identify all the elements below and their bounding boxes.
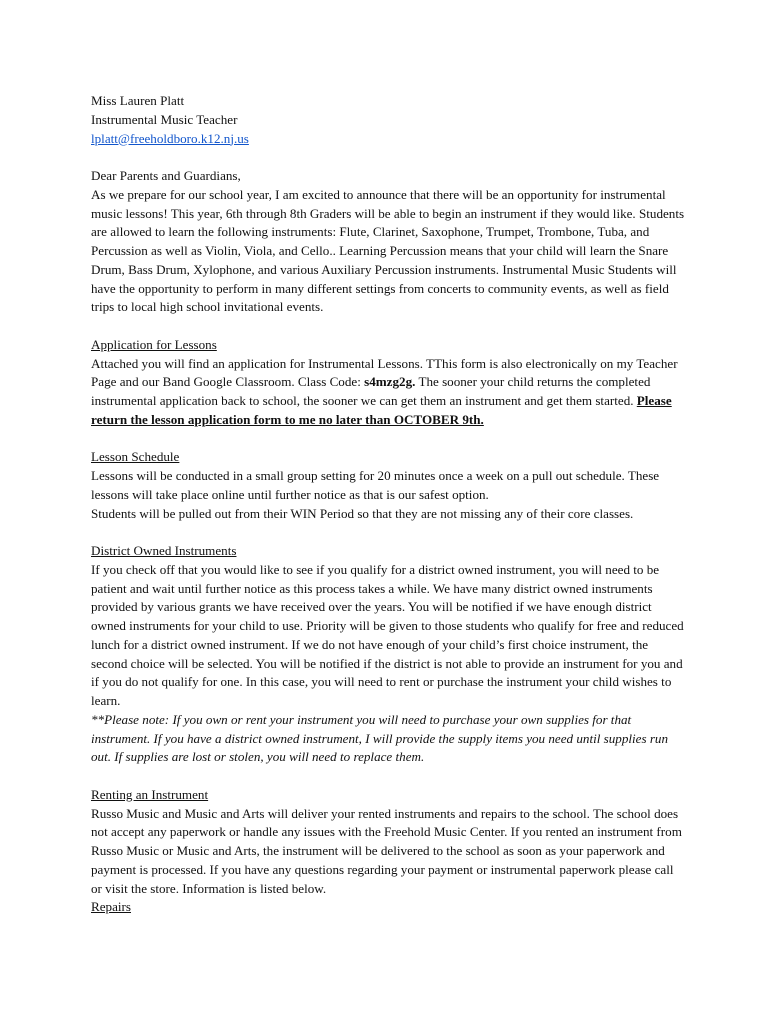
letter-document xyxy=(91,92,687,917)
district-heading: District Owned Instruments xyxy=(91,543,237,558)
salutation: Dear Parents and Guardians, xyxy=(91,168,241,183)
repairs-heading: Repairs xyxy=(91,899,131,915)
teacher-name: Miss Lauren Platt xyxy=(91,93,185,108)
intro-paragraph: As we prepare for our school year, I am excited to announce that there will be an opportunity for instrumental music lessons! This year, 6th through 8th Graders will be able to begin an instrument if they would like. Students are allowed to learn the following instruments: Flute, Clarinet, Saxophone, Trumpet, Trombone, Tuba, and Percussion as well as Violin, Viola, and Cello.. Learning Percussion means that your child will learn the Snare Drum, Bass Drum, Xylophone, and various Auxiliary Percussion instruments. Instrumental Music Students will have the opportunity to perform in many different settings from concerts to community events, as well as field trips to local high school invitational events. xyxy=(91,186,685,315)
application-heading: Application for Lessons xyxy=(91,336,217,352)
application-text-end: The sooner your child returns the completed instrumental application back to school, the sooner we can get them an instrument and get them started. xyxy=(91,374,651,408)
renting-heading: Renting an Instrument xyxy=(91,786,209,802)
renting-paragraph: Russo Music and Music and Arts will deliver your rented instruments and repairs to the school. The school does not accept any paperwork or handle any issues with the Freehold Music Center. If you rented an instrument from Russo Music or Music and Arts, the instrument will be delivered to the school as soon as your paperwork and payment is processed. If you have any questions regarding your payment or instrumental paperwork please call or visit the store. Information is listed below. xyxy=(91,805,682,896)
supplies-note: **Please note: If you own or rent your instrument you will need to purchase your own supplies for that instrument. If you have a district owned instrument, I will provide the supply items you need until supplies run out. If supplies are lost or stolen, you will need to replace them. xyxy=(91,711,669,765)
application-text-start: Attached you will find an application for Instrumental Lessons. TThis form is also electronically on my Teacher Page and our Band Google Classroom. Class Code: xyxy=(91,355,678,390)
spacer xyxy=(91,767,687,786)
deadline-notice: Please return the lesson application form to me no later than OCTOBER 9th. xyxy=(91,393,672,427)
spacer xyxy=(91,317,687,336)
teacher-email-link[interactable]: lplatt@freeholdboro.k12.nj.us xyxy=(91,130,249,146)
district-paragraph: If you check off that you would like to see if you qualify for a district owned instrument, you will need to be patient and wait until further notice as this process takes a while. We have many district owned instruments provided by various grants we have received over the years. You will be notified if we have enough district owned instruments for your child to use. Priority will be given to those students who qualify for free and reduced lunch for a district owned instrument. If we do not have enough of your child’s first choice instrument, the second choice will be selected. You will be notified if the district is not able to provide an instrument for you and if you do not qualify for one. In this case, you will need to rent or purchase the instrument your child wishes to learn. xyxy=(91,561,684,708)
schedule-paragraph-2: Students will be pulled out from their WIN Period so that they are not missing any of their core classes. xyxy=(91,505,634,521)
teacher-role: Instrumental Music Teacher xyxy=(91,111,238,127)
spacer xyxy=(91,523,687,542)
spacer xyxy=(91,430,687,449)
spacer xyxy=(91,148,687,167)
schedule-heading: Lesson Schedule xyxy=(91,449,180,465)
schedule-paragraph-1: Lessons will be conducted in a small group setting for 20 minutes once a week on a pull out schedule. These lessons will take place online until further notice as that is our safest option. xyxy=(91,468,660,502)
class-code: s4mzg2g. xyxy=(364,374,416,390)
application-paragraph xyxy=(91,355,687,430)
